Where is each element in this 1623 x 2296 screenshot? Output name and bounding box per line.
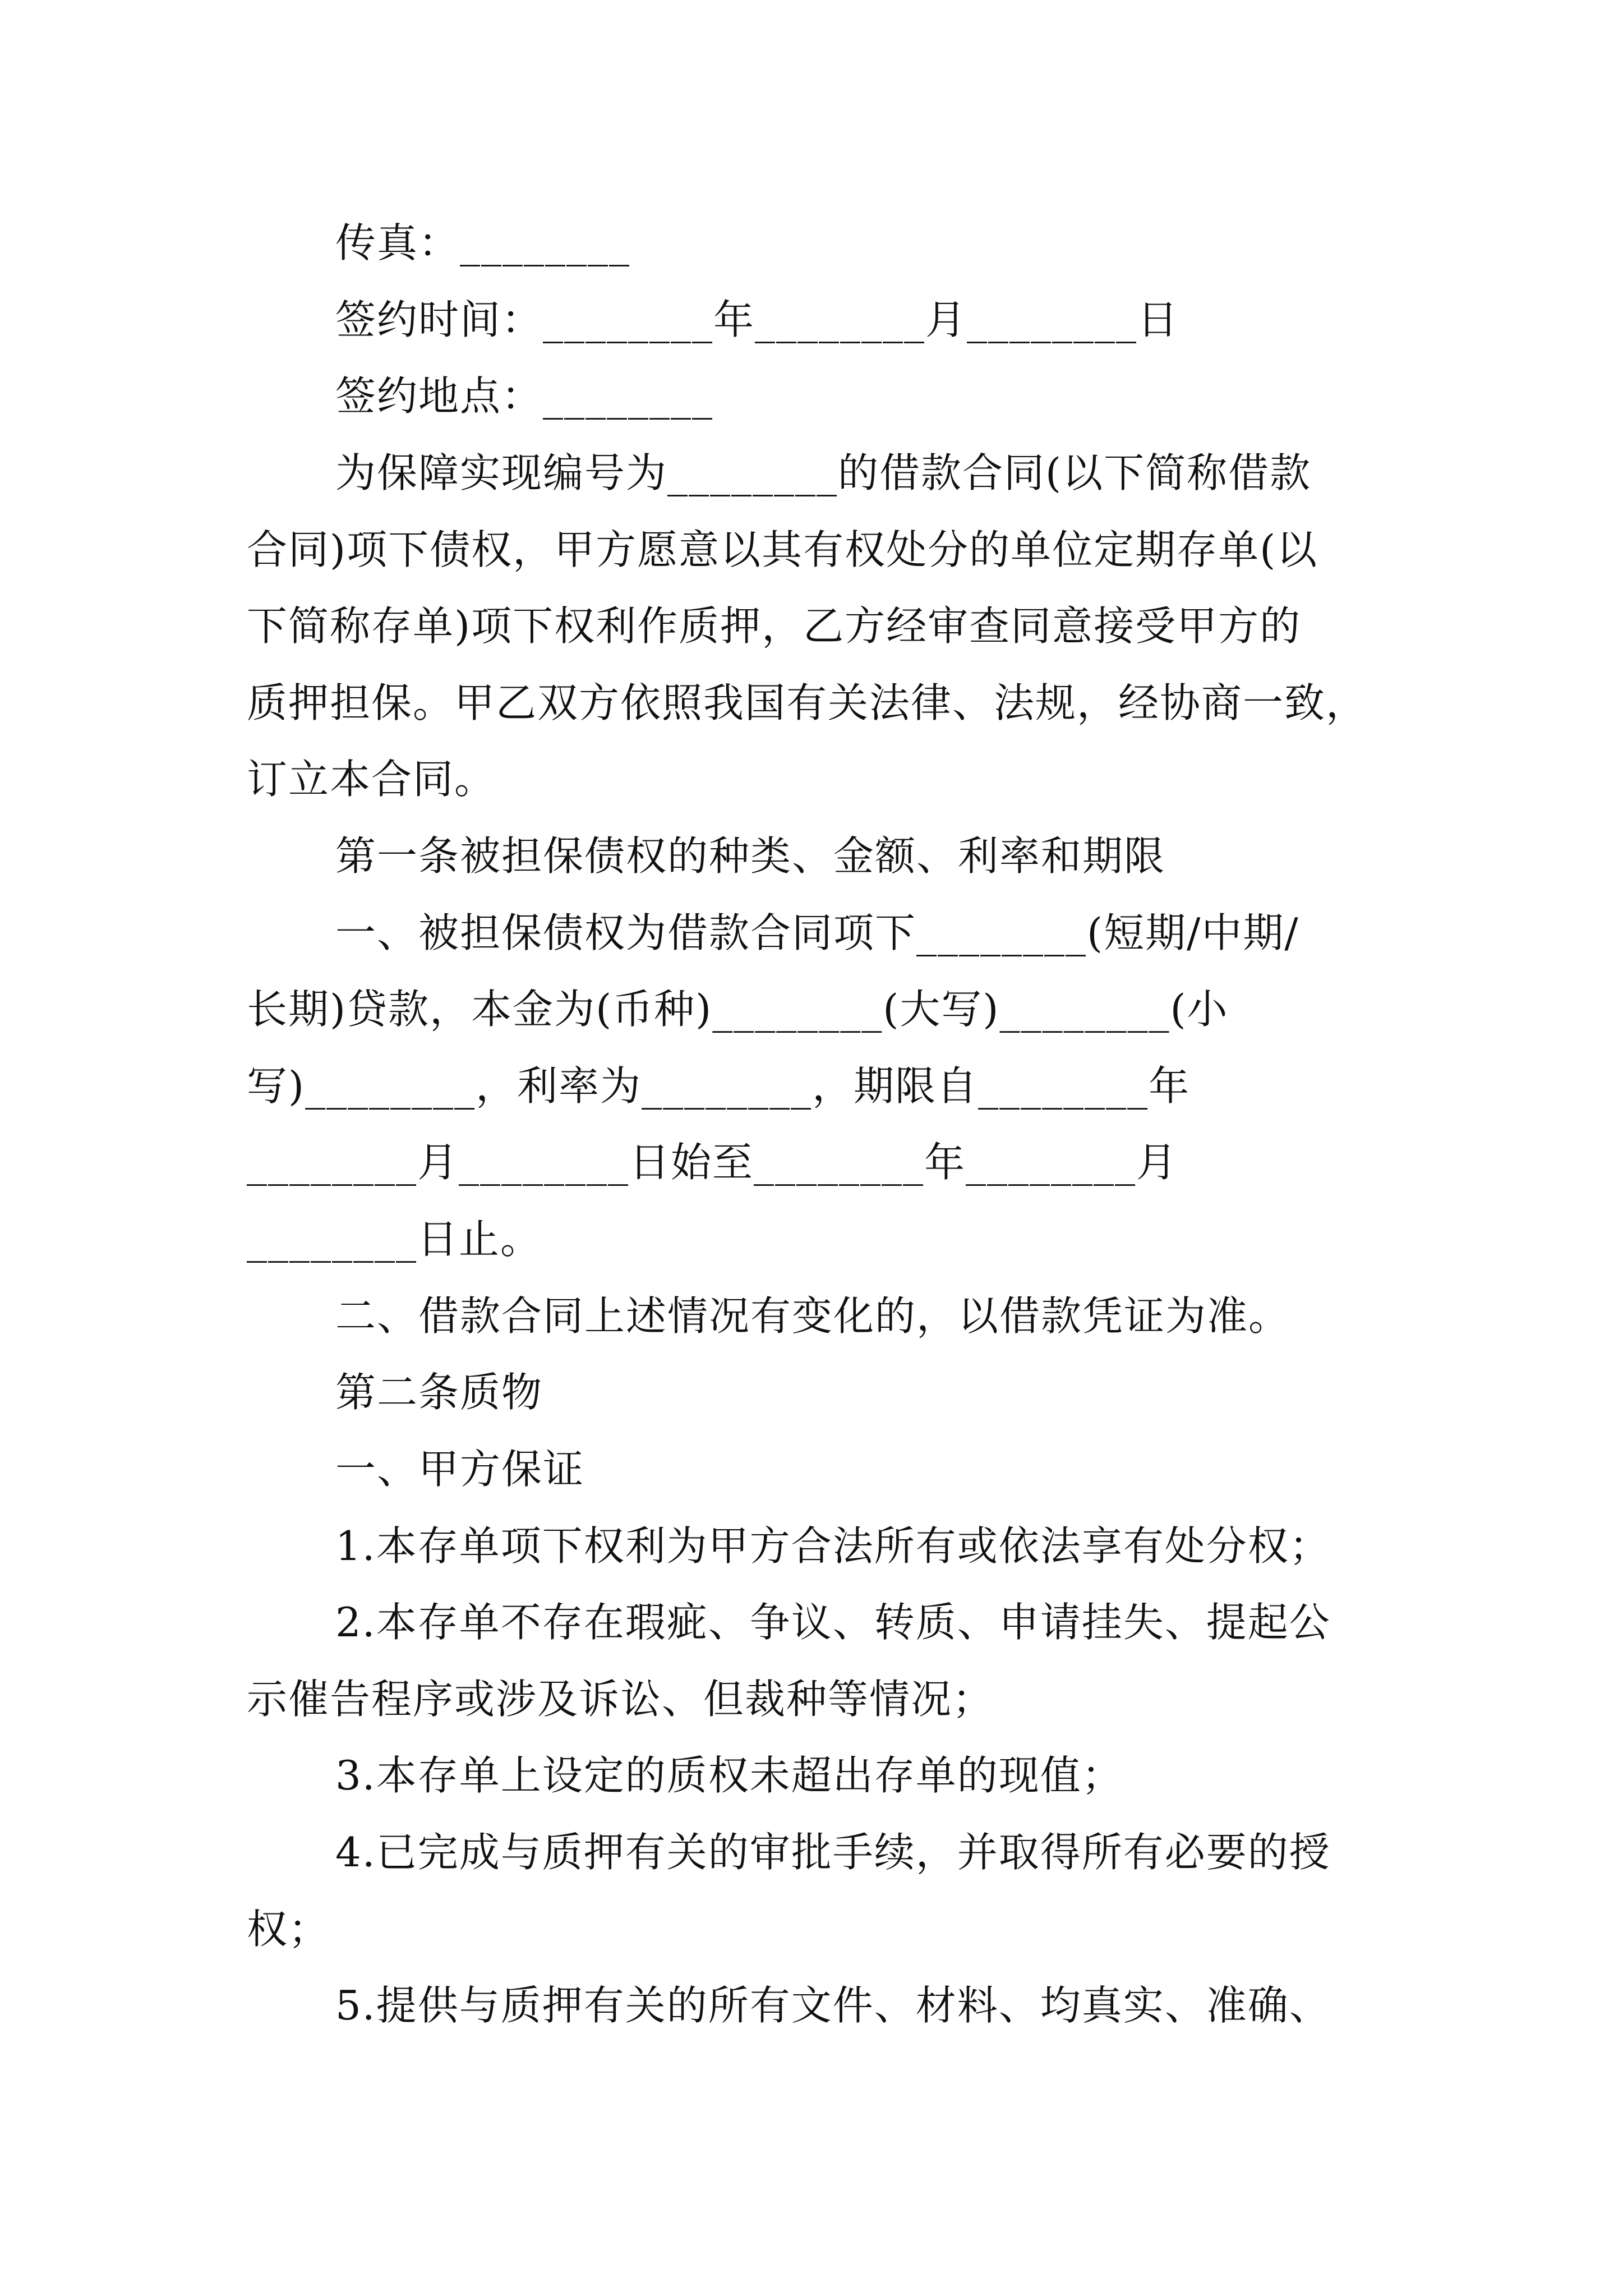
preamble-line-2: 合同)项下债权，甲方愿意以其有权处分的单位定期存单(以 xyxy=(247,526,1318,573)
article-1-heading: 第一条被担保债权的种类、金额、利率和期限 xyxy=(335,832,1166,880)
preamble-line-1: 为保障实现编号为________的借款合同(以下简称借款 xyxy=(335,449,1312,496)
article-1-clause-1-line-2: 长期)贷款，本金为(币种)________(大写)________(小 xyxy=(247,986,1229,1033)
article-2-clause-1-heading: 一、甲方保证 xyxy=(335,1446,585,1493)
guarantee-item-1: 1.本存单项下权利为甲方合法所有或依法享有处分权； xyxy=(335,1522,1331,1570)
signing-date-line: 签约时间：________年________月________日 xyxy=(335,296,1179,343)
article-2-heading: 第二条质物 xyxy=(335,1369,543,1416)
article-1-clause-1-line-3: 写)________，利率为________，期限自________年 xyxy=(247,1062,1191,1110)
article-1-clause-1-line-1: 一、被担保债权为借款合同项下________(短期/中期/ xyxy=(335,909,1299,956)
preamble-line-3: 下简称存单)项下权利作质押，乙方经审查同意接受甲方的 xyxy=(247,602,1302,650)
preamble-line-4: 质押担保。甲乙双方依照我国有关法律、法规，经协商一致， xyxy=(247,679,1368,726)
preamble-line-5: 订立本合同。 xyxy=(247,756,496,803)
article-1-clause-2: 二、借款合同上述情况有变化的，以借款凭证为准。 xyxy=(335,1292,1290,1340)
guarantee-item-2-line-2: 示催告程序或涉及诉讼、但裁种等情况； xyxy=(247,1676,994,1723)
guarantee-item-5-line-1: 5.提供与质押有关的所有文件、材料、均真实、准确、 xyxy=(335,1982,1331,2029)
article-1-clause-1-line-5: ________日止。 xyxy=(247,1216,542,1263)
guarantee-item-4-line-2: 权； xyxy=(247,1906,330,1953)
guarantee-item-2-line-1: 2.本存单不存在瑕疵、争议、转质、申请挂失、提起公 xyxy=(335,1599,1331,1646)
article-1-clause-1-line-4: ________月________日始至________年________月 xyxy=(247,1139,1178,1186)
guarantee-item-3: 3.本存单上设定的质权未超出存单的现值； xyxy=(335,1752,1123,1799)
signing-place-line: 签约地点：________ xyxy=(335,372,714,420)
guarantee-item-4-line-1: 4.已完成与质押有关的审批手续，并取得所有必要的授 xyxy=(335,1829,1331,1876)
fax-line: 传真：________ xyxy=(335,219,631,266)
